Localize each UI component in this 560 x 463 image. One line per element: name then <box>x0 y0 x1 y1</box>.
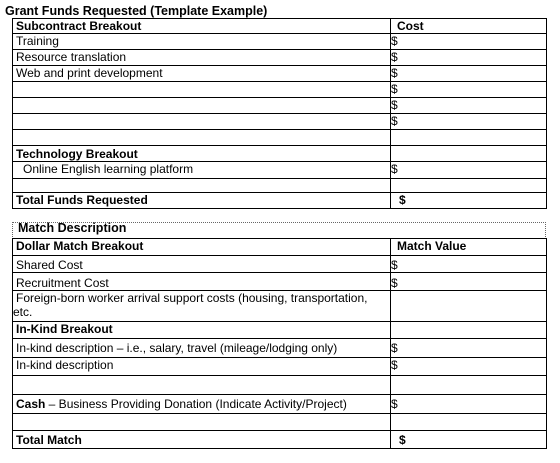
cost-cell[interactable]: $ <box>391 50 547 66</box>
table-header-row <box>13 19 547 34</box>
value-cell[interactable]: $ <box>391 256 547 273</box>
page-title: Grant Funds Requested (Template Example) <box>5 4 268 18</box>
table-row <box>13 395 547 414</box>
table-row <box>13 98 547 114</box>
total-match-label: Total Match <box>13 431 391 449</box>
total-row <box>13 193 547 209</box>
cost-cell[interactable]: $ <box>391 98 547 114</box>
match-description-heading: Match Description <box>18 221 127 235</box>
row-label: Online English learning platform <box>13 162 391 179</box>
value-cell[interactable]: $ <box>391 273 547 291</box>
row-label: Shared Cost <box>13 256 391 273</box>
table-row <box>13 339 547 358</box>
row-label[interactable] <box>13 98 391 114</box>
blank-row <box>13 179 547 193</box>
row-label: Resource translation <box>13 50 391 66</box>
table-row <box>13 50 547 66</box>
value-cell[interactable]: $ <box>391 339 547 358</box>
cash-label <box>13 395 391 414</box>
blank-cell <box>391 179 547 193</box>
blank-cell <box>391 130 547 146</box>
row-label: In-kind description <box>13 358 391 376</box>
table-row <box>13 273 547 291</box>
blank-cell <box>13 414 391 431</box>
cash-label-rest: – Business Providing Donation (Indicate Activity/Project) <box>45 397 347 411</box>
row-label: In-kind description – i.e., salary, travel (mileage/lodging only) <box>13 339 391 358</box>
table-row <box>13 82 547 98</box>
value-cell[interactable]: $ <box>391 395 547 414</box>
table-row <box>13 66 547 82</box>
technology-header: Technology Breakout <box>13 146 391 162</box>
value-cell[interactable] <box>391 291 547 322</box>
blank-cell <box>391 322 547 339</box>
dollar-match-header: Dollar Match Breakout <box>13 239 391 256</box>
table-row <box>13 34 547 50</box>
blank-row <box>13 130 547 146</box>
subcontract-header: Subcontract Breakout <box>13 19 391 34</box>
match-table <box>12 238 547 449</box>
blank-row <box>13 376 547 395</box>
table-row <box>13 358 547 376</box>
row-label[interactable] <box>13 82 391 98</box>
blank-cell <box>13 179 391 193</box>
grant-funds-table <box>12 18 547 209</box>
row-label: Foreign-born worker arrival support costs (housing, transportation, etc. <box>13 291 391 322</box>
inkind-header: In-Kind Breakout <box>13 322 391 339</box>
total-funds-label: Total Funds Requested <box>13 193 391 209</box>
table-header-row <box>13 239 547 256</box>
row-label: Training <box>13 34 391 50</box>
total-row <box>13 431 547 449</box>
blank-cell <box>391 146 547 162</box>
blank-row <box>13 414 547 431</box>
table-row <box>13 162 547 179</box>
total-funds-value[interactable]: $ <box>391 193 547 209</box>
blank-cell <box>391 376 547 395</box>
cost-cell[interactable]: $ <box>391 114 547 130</box>
section-header-row <box>13 146 547 162</box>
table-row <box>13 114 547 130</box>
cost-header: Cost <box>391 19 547 34</box>
blank-cell <box>13 130 391 146</box>
total-match-value[interactable]: $ <box>391 431 547 449</box>
cost-cell[interactable]: $ <box>391 34 547 50</box>
cost-cell[interactable]: $ <box>391 162 547 179</box>
section-header-row <box>13 322 547 339</box>
row-label[interactable] <box>13 114 391 130</box>
row-label: Recruitment Cost <box>13 273 391 291</box>
blank-cell <box>391 414 547 431</box>
row-label: Web and print development <box>13 66 391 82</box>
match-value-header: Match Value <box>391 239 547 256</box>
cost-cell[interactable]: $ <box>391 82 547 98</box>
value-cell[interactable]: $ <box>391 358 547 376</box>
table-row <box>13 256 547 273</box>
blank-cell <box>13 376 391 395</box>
cost-cell[interactable]: $ <box>391 66 547 82</box>
table-row <box>13 291 547 322</box>
cash-label-bold: Cash <box>16 397 46 411</box>
